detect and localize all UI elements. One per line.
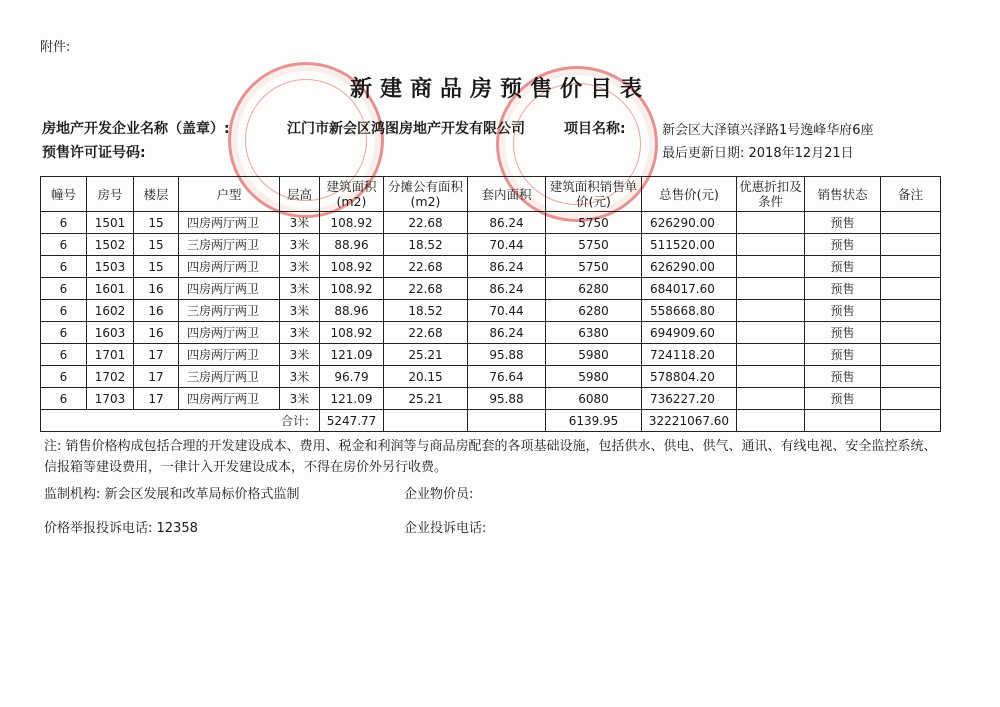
table-cell: 6 — [41, 388, 87, 410]
table-cell — [737, 278, 805, 300]
pricing-note: 注: 销售价格构成包括合理的开发建设成本、费用、税金和利润等与商品房配套的各项基础设施，包括供水、供电、供气、通讯、有线电视、安全监控系统、信报箱等建设费用，一律计入开发建设成本，不得在房价外另行收费。 — [44, 439, 937, 475]
col-header: 建筑面积(m2) — [320, 177, 384, 212]
table-cell: 511520.00 — [642, 234, 737, 256]
table-cell: 3米 — [280, 366, 320, 388]
table-cell: 17 — [134, 344, 179, 366]
table-cell: 三房两厅两卫 — [179, 234, 280, 256]
table-cell: 25.21 — [384, 344, 468, 366]
table-cell: 578804.20 — [642, 366, 737, 388]
total-cell — [384, 410, 468, 432]
table-cell: 3米 — [280, 212, 320, 234]
total-cell — [805, 410, 881, 432]
table-row — [41, 256, 941, 278]
total-avg-price: 6139.95 — [546, 410, 642, 432]
table-cell: 1502 — [87, 234, 134, 256]
table-cell: 1703 — [87, 388, 134, 410]
col-header: 楼层 — [134, 177, 179, 212]
table-cell: 三房两厅两卫 — [179, 300, 280, 322]
table-cell: 3米 — [280, 322, 320, 344]
table-cell: 18.52 — [384, 300, 468, 322]
table-cell: 四房两厅两卫 — [179, 256, 280, 278]
table-cell — [881, 344, 941, 366]
table-cell: 1603 — [87, 322, 134, 344]
developer-name: 江门市新会区鸿图房地产开发有限公司 — [287, 121, 525, 137]
table-cell: 四房两厅两卫 — [179, 322, 280, 344]
total-cell — [881, 410, 941, 432]
table-cell — [737, 212, 805, 234]
table-cell: 20.15 — [384, 366, 468, 388]
table-cell: 16 — [134, 278, 179, 300]
table-cell: 15 — [134, 234, 179, 256]
col-header: 套内面积 — [468, 177, 546, 212]
table-cell: 1701 — [87, 344, 134, 366]
col-header: 建筑面积销售单价(元) — [546, 177, 642, 212]
table-cell: 88.96 — [320, 234, 384, 256]
table-cell: 预售 — [805, 256, 881, 278]
table-cell: 预售 — [805, 388, 881, 410]
table-cell: 预售 — [805, 278, 881, 300]
table-cell: 5980 — [546, 366, 642, 388]
table-cell: 3米 — [280, 300, 320, 322]
table-cell: 1501 — [87, 212, 134, 234]
pricing-officer: 企业物价员: — [404, 487, 474, 502]
table-row — [41, 366, 941, 388]
table-row — [41, 278, 941, 300]
table-cell: 6280 — [546, 300, 642, 322]
table-cell: 684017.60 — [642, 278, 737, 300]
table-cell — [881, 278, 941, 300]
table-cell: 95.88 — [468, 388, 546, 410]
table-cell — [737, 300, 805, 322]
table-row — [41, 322, 941, 344]
table-cell: 25.21 — [384, 388, 468, 410]
table-cell: 736227.20 — [642, 388, 737, 410]
table-cell: 121.09 — [320, 388, 384, 410]
table-cell: 108.92 — [320, 212, 384, 234]
total-price: 32221067.60 — [642, 410, 737, 432]
table-cell: 6 — [41, 278, 87, 300]
table-cell: 22.68 — [384, 278, 468, 300]
col-header: 分摊公有面积(m2) — [384, 177, 468, 212]
table-cell: 1702 — [87, 366, 134, 388]
table-cell: 6 — [41, 212, 87, 234]
table-cell: 70.44 — [468, 300, 546, 322]
table-cell: 694909.60 — [642, 322, 737, 344]
col-header: 优惠折扣及条件 — [737, 177, 805, 212]
table-cell: 95.88 — [468, 344, 546, 366]
table-cell — [737, 344, 805, 366]
table-cell: 108.92 — [320, 322, 384, 344]
table-cell: 三房两厅两卫 — [179, 366, 280, 388]
page-title: 新建商品房预售价目表 — [349, 77, 650, 102]
table-cell: 16 — [134, 300, 179, 322]
table-cell: 预售 — [805, 366, 881, 388]
table-cell: 预售 — [805, 234, 881, 256]
col-header: 幢号 — [41, 177, 87, 212]
table-cell: 预售 — [805, 300, 881, 322]
table-cell: 86.24 — [468, 278, 546, 300]
table-row — [41, 388, 941, 410]
table-row — [41, 344, 941, 366]
table-cell: 四房两厅两卫 — [179, 278, 280, 300]
table-row — [41, 212, 941, 234]
table-cell — [737, 322, 805, 344]
col-header: 户型 — [179, 177, 280, 212]
table-cell — [737, 256, 805, 278]
table-cell: 15 — [134, 212, 179, 234]
total-cell — [737, 410, 805, 432]
table-cell: 15 — [134, 256, 179, 278]
table-cell: 6 — [41, 366, 87, 388]
table-cell: 96.79 — [320, 366, 384, 388]
table-cell — [881, 256, 941, 278]
table-cell — [881, 234, 941, 256]
supervision-agency: 监制机构: 新会区发展和改革局标价格式监制 — [44, 487, 300, 502]
table-cell: 3米 — [280, 388, 320, 410]
table-cell: 预售 — [805, 344, 881, 366]
table-cell: 6 — [41, 234, 87, 256]
table-cell: 6 — [41, 344, 87, 366]
table-cell — [737, 234, 805, 256]
total-area: 5247.77 — [320, 410, 384, 432]
table-row — [41, 234, 941, 256]
table-cell — [737, 366, 805, 388]
table-cell: 88.96 — [320, 300, 384, 322]
table-cell: 6280 — [546, 278, 642, 300]
table-cell — [881, 388, 941, 410]
table-cell — [881, 366, 941, 388]
col-header: 层高 — [280, 177, 320, 212]
table-cell: 5750 — [546, 256, 642, 278]
table-cell: 5750 — [546, 212, 642, 234]
table-cell: 86.24 — [468, 256, 546, 278]
project-label: 项目名称: — [564, 121, 626, 137]
attachment-label: 附件: — [40, 40, 71, 55]
table-cell: 6 — [41, 322, 87, 344]
table-cell: 17 — [134, 388, 179, 410]
col-header: 总售价(元) — [642, 177, 737, 212]
table-cell: 3米 — [280, 278, 320, 300]
table-cell: 1601 — [87, 278, 134, 300]
table-cell: 626290.00 — [642, 212, 737, 234]
table-cell: 1602 — [87, 300, 134, 322]
table-cell: 3米 — [280, 234, 320, 256]
total-label: 合计: — [41, 410, 320, 432]
project-name: 新会区大泽镇兴泽路1号逸峰华府6座 — [662, 123, 874, 138]
col-header: 销售状态 — [805, 177, 881, 212]
complaint-hotline: 价格举报投诉电话: 12358 — [44, 521, 198, 536]
table-cell: 86.24 — [468, 212, 546, 234]
table-cell: 3米 — [280, 344, 320, 366]
table-cell: 预售 — [805, 322, 881, 344]
table-cell — [881, 300, 941, 322]
table-cell: 22.68 — [384, 322, 468, 344]
table-cell: 626290.00 — [642, 256, 737, 278]
table-cell: 724118.20 — [642, 344, 737, 366]
table-cell: 76.64 — [468, 366, 546, 388]
table-cell: 预售 — [805, 212, 881, 234]
table-cell: 121.09 — [320, 344, 384, 366]
table-cell: 1503 — [87, 256, 134, 278]
col-header: 备注 — [881, 177, 941, 212]
table-cell: 22.68 — [384, 256, 468, 278]
table-cell: 四房两厅两卫 — [179, 388, 280, 410]
table-cell: 17 — [134, 366, 179, 388]
table-cell: 108.92 — [320, 256, 384, 278]
table-header-row — [41, 177, 941, 212]
table-cell — [881, 212, 941, 234]
table-cell: 6 — [41, 256, 87, 278]
table-cell: 18.52 — [384, 234, 468, 256]
table-cell: 22.68 — [384, 212, 468, 234]
table-row — [41, 300, 941, 322]
total-row — [41, 410, 941, 432]
total-cell — [468, 410, 546, 432]
table-cell: 四房两厅两卫 — [179, 212, 280, 234]
table-cell: 5750 — [546, 234, 642, 256]
table-cell: 70.44 — [468, 234, 546, 256]
table-cell: 108.92 — [320, 278, 384, 300]
table-cell: 558668.80 — [642, 300, 737, 322]
company-hotline: 企业投诉电话: — [404, 521, 487, 536]
table-cell: 四房两厅两卫 — [179, 344, 280, 366]
col-header: 房号 — [87, 177, 134, 212]
permit-label: 预售许可证号码: — [42, 145, 146, 161]
table-cell — [737, 388, 805, 410]
table-cell: 6 — [41, 300, 87, 322]
developer-label: 房地产开发企业名称（盖章）: — [42, 121, 230, 137]
table-cell: 86.24 — [468, 322, 546, 344]
table-cell — [881, 322, 941, 344]
table-cell: 6380 — [546, 322, 642, 344]
table-cell: 16 — [134, 322, 179, 344]
table-cell: 3米 — [280, 256, 320, 278]
price-table — [40, 176, 941, 432]
last-updated: 最后更新日期: 2018年12月21日 — [662, 146, 854, 161]
table-cell: 5980 — [546, 344, 642, 366]
table-cell: 6080 — [546, 388, 642, 410]
